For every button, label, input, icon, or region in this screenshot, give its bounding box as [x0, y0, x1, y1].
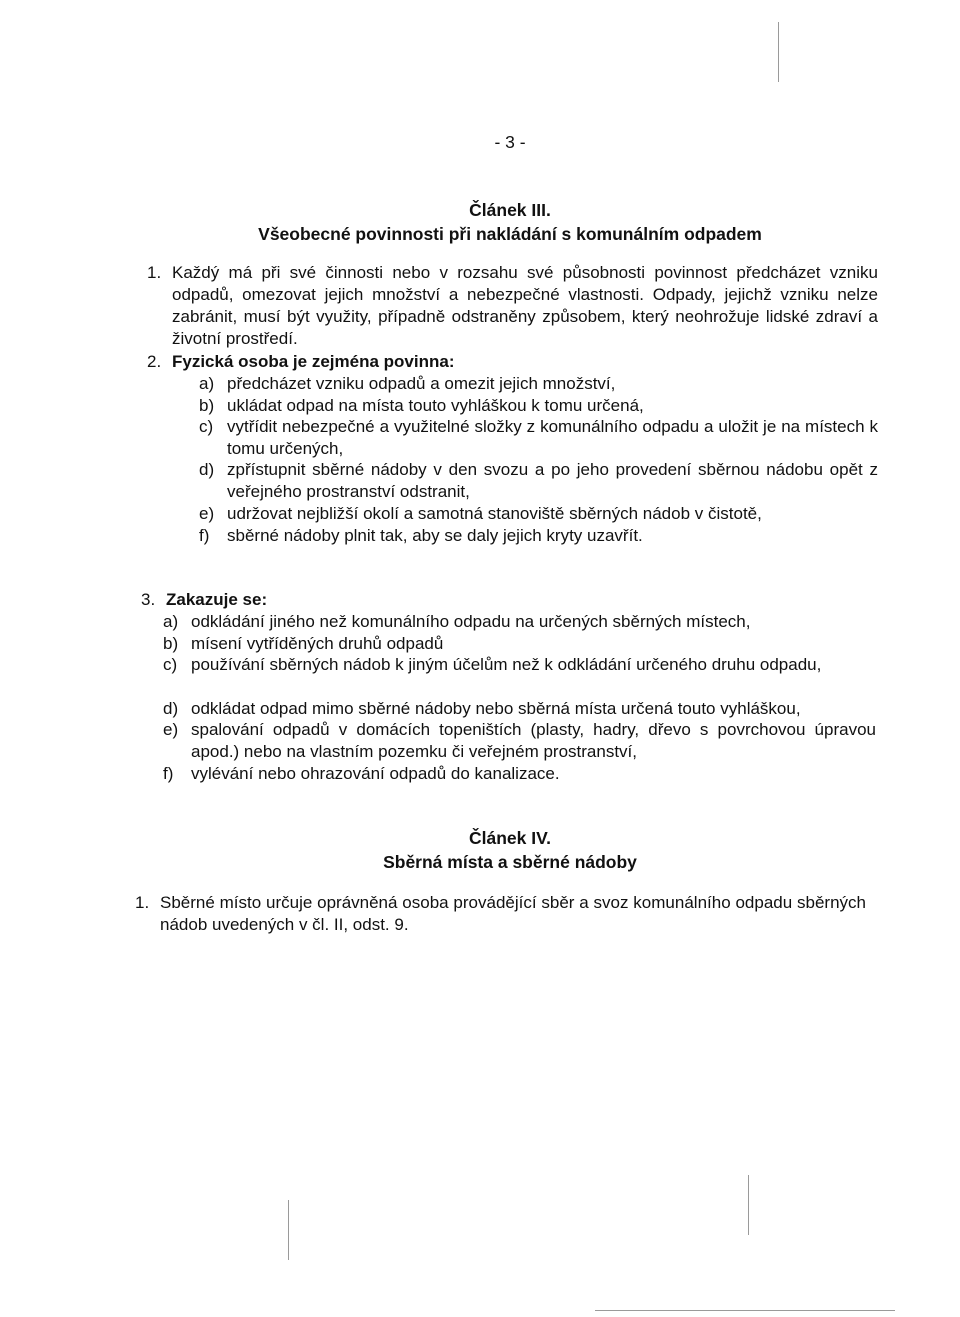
list-item — [163, 633, 876, 655]
article-4-title: Článek IV. — [468, 828, 552, 848]
list-item-letter: d) — [163, 699, 179, 718]
list-item — [199, 416, 878, 460]
paragraph-lead: Zakazuje se: — [166, 590, 268, 609]
list-item-text: odkládat odpad mimo sběrné nádoby nebo sběrná místa určená touto vyhláškou, — [191, 699, 801, 718]
list-item — [199, 459, 878, 503]
paragraph-lead: Fyzická osoba je zejména povinna: — [172, 352, 455, 371]
article-4-heading — [0, 826, 960, 874]
list-item-text: mísení vytříděných druhů odpadů — [191, 634, 444, 653]
list-item — [199, 503, 878, 525]
list-item-letter: e) — [163, 720, 179, 739]
paragraph-text: Sběrné místo určuje oprávněná osoba provádějící sběr a svoz komunálního odpadu sběrných nádob uvedených v čl. II, odst. 9. — [160, 893, 866, 934]
article-3-paragraph-2-lead — [147, 351, 878, 373]
list-item-letter: f) — [199, 526, 210, 545]
list-item-text: předcházet vzniku odpadů a omezit jejich množství, — [227, 374, 616, 393]
page-number: - 3 - — [494, 132, 526, 152]
article-3-heading — [0, 198, 960, 246]
scan-artifact-line — [778, 22, 779, 82]
list-item-letter: b) — [199, 396, 215, 415]
list-item — [163, 698, 876, 720]
list-item-letter: d) — [199, 460, 215, 479]
scan-artifact-line — [288, 1200, 289, 1260]
list-item — [199, 395, 878, 417]
list-item-text: používání sběrných nádob k jiným účelům než k odkládání určeného druhu odpadu, — [191, 655, 822, 674]
paragraph-number: 1. — [135, 893, 150, 912]
list-item-text: udržovat nejbližší okolí a samotná stanoviště sběrných nádob v čistotě, — [227, 504, 762, 523]
article-4-subtitle: Sběrná místa a sběrné nádoby — [383, 852, 637, 872]
article-3-paragraph-1 — [147, 262, 878, 350]
list-item-letter: a) — [199, 374, 215, 393]
list-item-text: vytřídit nebezpečné a využitelné složky z komunálního odpadu a uložit je na místech k tomu určených, — [227, 417, 878, 458]
list-item-letter: c) — [163, 655, 178, 674]
list-item — [163, 763, 876, 785]
list-item-letter: e) — [199, 504, 215, 523]
scan-artifact-line — [595, 1310, 895, 1311]
article-4-paragraph-1 — [135, 892, 866, 936]
list-item-text: ukládat odpad na místa touto vyhláškou k tomu určená, — [227, 396, 644, 415]
list-item-text: odkládání jiného než komunálního odpadu na určených sběrných místech, — [191, 612, 751, 631]
scan-artifact-line — [748, 1175, 749, 1235]
list-item-letter: f) — [163, 764, 174, 783]
list-item-letter: a) — [163, 612, 179, 631]
paragraph-number: 2. — [147, 352, 162, 371]
article-3-title: Článek III. — [469, 200, 551, 220]
list-item-letter: b) — [163, 634, 179, 653]
list-item — [199, 373, 878, 395]
list-item — [199, 525, 878, 547]
paragraph-number: 1. — [147, 263, 162, 282]
list-item — [163, 719, 876, 763]
list-item — [163, 611, 876, 633]
list-item — [163, 654, 876, 676]
article-3-paragraph-3-lead — [141, 589, 872, 611]
list-item-text: vylévání nebo ohrazování odpadů do kanalizace. — [191, 764, 560, 783]
list-item-text: sběrné nádoby plnit tak, aby se daly jejich kryty uzavřít. — [227, 526, 643, 545]
list-item-text: spalování odpadů v domácích topeništích (plasty, hadry, dřevo s povrchovou úpravou apod.) nebo na vlastním pozemku či veřejném prostranství, — [191, 720, 876, 761]
article-3-subtitle: Všeobecné povinnosti při nakládání s komunálním odpadem — [258, 224, 762, 244]
list-item-letter: c) — [199, 417, 214, 436]
paragraph-text: Každý má při své činnosti nebo v rozsahu své působnosti povinnost předcházet vzniku odpadů, omezovat jejich množství a nebezpečné vlastnosti. Odpady, jejichž vzniku nelze zabránit, musí být využity, případně odstraněny způsobem, který neohrožuje lidské zdraví a životní prostředí. — [172, 263, 878, 348]
list-item-text: zpřístupnit sběrné nádoby v den svozu a po jeho provedení sběrnou nádobu opět z veřejného prostranství odstranit, — [227, 460, 878, 501]
paragraph-number: 3. — [141, 590, 156, 609]
